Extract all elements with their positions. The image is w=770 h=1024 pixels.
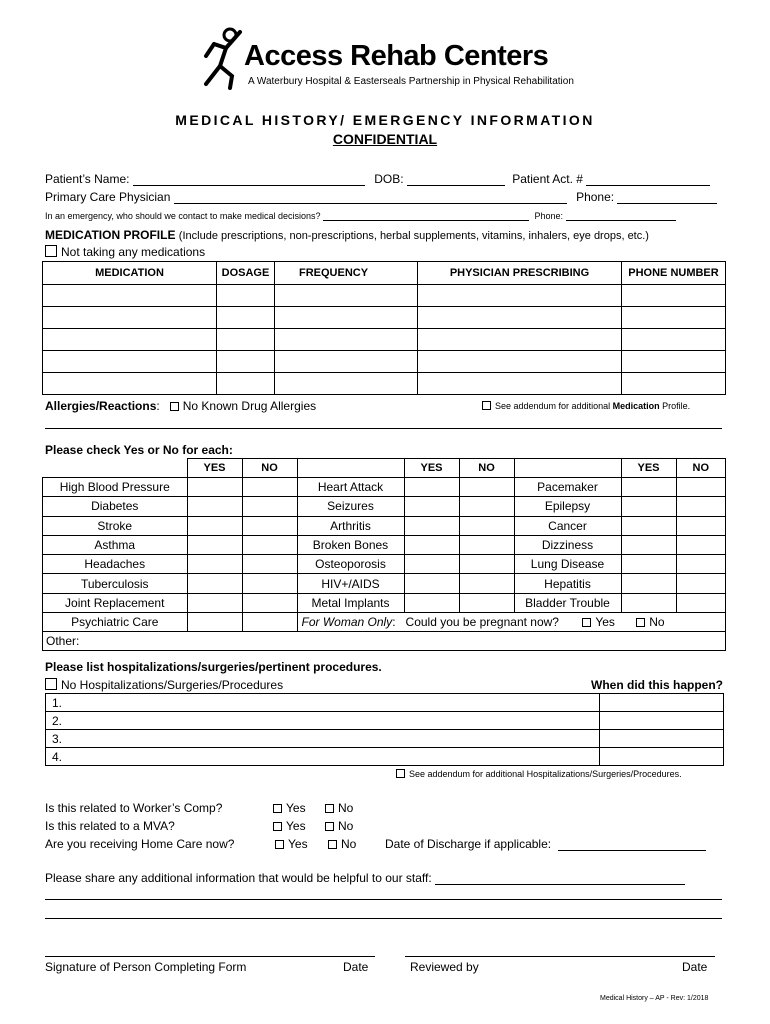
no-cell[interactable] — [242, 593, 297, 612]
hospitalization-cell[interactable] — [46, 730, 600, 748]
emergency-phone-label: Phone: — [534, 211, 564, 221]
yes-cell[interactable] — [621, 593, 676, 612]
conditions-header-row — [43, 459, 726, 478]
page-subtitle: CONFIDENTIAL — [332, 131, 438, 147]
condition-label: Cancer — [514, 516, 621, 535]
yes-cell[interactable] — [187, 574, 242, 593]
no-cell[interactable] — [459, 535, 514, 554]
emergency-phone-field[interactable] — [566, 211, 676, 221]
additional-field[interactable] — [435, 873, 685, 885]
workers-comp-no-checkbox[interactable] — [325, 804, 334, 813]
additional-label: Please share any additional information that would be helpful to our staff: — [45, 871, 432, 885]
home-care-question: Are you receiving Home Care now? — [45, 837, 235, 851]
mva-question: Is this related to a MVA? — [45, 819, 175, 833]
discharge-row — [385, 837, 706, 851]
yes-label: Yes — [286, 819, 306, 833]
no-cell[interactable] — [676, 535, 726, 554]
condition-label: Dizziness — [514, 535, 621, 554]
condition-label: Headaches — [43, 555, 188, 574]
yes-cell[interactable] — [621, 516, 676, 535]
condition-label: Lung Disease — [514, 555, 621, 574]
medication-row — [43, 285, 726, 307]
yes-cell[interactable] — [621, 535, 676, 554]
condition-label: HIV+/AIDS — [297, 574, 404, 593]
medication-cell[interactable] — [43, 351, 217, 373]
condition-row — [43, 497, 726, 516]
no-cell[interactable] — [676, 555, 726, 574]
no-label: No — [338, 819, 354, 833]
signature-date-label: Date — [343, 960, 369, 974]
col-medication: MEDICATION — [43, 262, 217, 285]
pregnant-label: Could you be pregnant now? — [405, 615, 559, 630]
yes-cell[interactable] — [187, 593, 242, 612]
col-dosage: DOSAGE — [217, 262, 275, 285]
no-cell[interactable] — [242, 516, 297, 535]
workers-comp-yes — [273, 801, 306, 815]
physician-cell[interactable] — [418, 329, 622, 351]
medication-row — [43, 329, 726, 351]
condition-label: Joint Replacement — [43, 593, 188, 612]
dosage-cell[interactable] — [217, 351, 275, 373]
discharge-label: Date of Discharge if applicable: — [385, 837, 552, 851]
condition-row-pregnancy — [43, 613, 726, 632]
workers-comp-question: Is this related to Worker’s Comp? — [45, 801, 223, 815]
additional-line[interactable] — [45, 918, 722, 919]
hospitalizations-heading: Please list hospitalizations/surgeries/pertinent procedures. — [45, 660, 382, 674]
dob-field[interactable] — [407, 174, 505, 186]
yes-header: YES — [187, 459, 242, 478]
hospitalizations-addendum-label: See addendum for additional Hospitalizations/Surgeries/Procedures. — [409, 769, 682, 779]
yes-cell[interactable] — [187, 497, 242, 516]
no-cell[interactable] — [459, 574, 514, 593]
no-cell[interactable] — [242, 497, 297, 516]
condition-label: Psychiatric Care — [43, 613, 188, 632]
patient-name-label: Patient’s Name: — [45, 172, 130, 186]
yes-cell[interactable] — [187, 478, 242, 497]
physician-cell[interactable] — [418, 351, 622, 373]
no-cell[interactable] — [676, 497, 726, 516]
not-taking-row — [45, 245, 205, 259]
pregnancy-question: For Woman Only: Could you be pregnant now? Yes No — [297, 613, 726, 632]
workers-comp-no — [325, 801, 353, 815]
primary-care-phone-label: Phone: — [576, 190, 615, 204]
when-cell[interactable] — [600, 712, 724, 730]
no-cell[interactable] — [242, 535, 297, 554]
medication-row — [43, 351, 726, 373]
no-cell[interactable] — [676, 593, 726, 612]
yes-cell[interactable] — [621, 574, 676, 593]
other-row — [43, 632, 726, 651]
mva-no-checkbox[interactable] — [325, 822, 334, 831]
yes-cell[interactable] — [404, 574, 459, 593]
patient-act-label: Patient Act. # — [512, 172, 583, 186]
no-cell[interactable] — [242, 613, 297, 632]
condition-row — [43, 593, 726, 612]
allergies-label: Allergies/Reactions — [45, 399, 157, 413]
no-cell[interactable] — [242, 478, 297, 497]
medication-heading: MEDICATION PROFILE — [45, 228, 176, 242]
yes-header: YES — [404, 459, 459, 478]
other-label: Other: — [46, 634, 80, 649]
medication-heading-note: (Include prescriptions, non-prescriptions, herbal supplements, vitamins, inhalers, eye drops, etc.) — [178, 230, 649, 242]
pregnant-no-label: No — [649, 615, 665, 630]
yes-cell[interactable] — [187, 516, 242, 535]
home-care-yes — [275, 837, 308, 851]
emergency-row — [45, 211, 676, 221]
dosage-cell[interactable] — [217, 307, 275, 329]
no-cell[interactable] — [676, 478, 726, 497]
physician-cell[interactable] — [418, 307, 622, 329]
mva-yes — [273, 819, 306, 833]
medication-addendum-checkbox[interactable] — [482, 401, 491, 410]
yes-label: Yes — [288, 837, 308, 851]
emergency-contact-field[interactable] — [323, 211, 529, 221]
not-taking-label: Not taking any medications — [61, 245, 206, 259]
allergies-row: Allergies/Reactions: No Known Drug Allergies — [45, 399, 317, 413]
no-cell[interactable] — [459, 497, 514, 516]
yes-cell[interactable] — [404, 497, 459, 516]
physician-cell[interactable] — [418, 373, 622, 395]
hospitalization-row — [46, 730, 724, 748]
phone-cell[interactable] — [622, 351, 726, 373]
condition-label: Broken Bones — [297, 535, 404, 554]
when-label: When did this happen? — [591, 678, 723, 692]
phone-cell[interactable] — [622, 329, 726, 351]
row-number: 3. — [52, 731, 63, 746]
blank-cell — [514, 459, 621, 478]
workers-comp-yes-checkbox[interactable] — [273, 804, 282, 813]
phone-cell[interactable] — [622, 307, 726, 329]
mva-no — [325, 819, 353, 833]
yes-cell[interactable] — [621, 478, 676, 497]
other-cell[interactable] — [43, 632, 726, 651]
addendum-bold: Medication — [612, 401, 660, 411]
primary-care-field[interactable] — [174, 192, 567, 204]
when-cell[interactable] — [600, 748, 724, 766]
medication-cell[interactable] — [43, 307, 217, 329]
phone-cell[interactable] — [622, 285, 726, 307]
conditions-table — [42, 458, 726, 651]
pregnant-no-checkbox[interactable] — [636, 618, 645, 627]
when-cell[interactable] — [600, 730, 724, 748]
condition-label: Seizures — [297, 497, 404, 516]
no-cell[interactable] — [676, 574, 726, 593]
medication-cell[interactable] — [43, 329, 217, 351]
discharge-date-field[interactable] — [558, 839, 706, 851]
condition-label: Osteoporosis — [297, 555, 404, 574]
page-title: MEDICAL HISTORY/ EMERGENCY INFORMATION — [175, 112, 595, 128]
yes-cell[interactable] — [621, 555, 676, 574]
condition-label: Pacemaker — [514, 478, 621, 497]
hospitalization-row — [46, 694, 724, 712]
yes-cell[interactable] — [187, 613, 242, 632]
logo — [196, 26, 586, 96]
hospitalization-row — [46, 712, 724, 730]
logo-title: Access Rehab Centers — [244, 40, 549, 72]
condition-row — [43, 478, 726, 497]
no-cell[interactable] — [459, 478, 514, 497]
allergies-field[interactable] — [45, 428, 722, 429]
hospitalizations-addendum-checkbox[interactable] — [396, 769, 405, 778]
frequency-cell[interactable] — [275, 285, 418, 307]
no-hospitalizations-label: No Hospitalizations/Surgeries/Procedures — [61, 678, 284, 692]
no-hospitalizations-checkbox[interactable] — [45, 678, 57, 690]
row-number: 4. — [52, 749, 63, 764]
hospitalizations-table — [45, 693, 724, 766]
frequency-cell[interactable] — [275, 307, 418, 329]
phone-cell[interactable] — [622, 373, 726, 395]
medication-heading-row — [45, 228, 649, 242]
condition-label: Asthma — [43, 535, 188, 554]
hospitalization-row — [46, 748, 724, 766]
no-header: NO — [459, 459, 514, 478]
yes-cell[interactable] — [404, 555, 459, 574]
condition-label: Hepatitis — [514, 574, 621, 593]
patient-name-row — [45, 172, 710, 186]
conditions-heading: Please check Yes or No for each: — [45, 443, 233, 457]
frequency-cell[interactable] — [275, 329, 418, 351]
reviewed-line[interactable] — [405, 956, 715, 957]
medication-cell[interactable] — [43, 285, 217, 307]
patient-act-field[interactable] — [586, 174, 710, 186]
physician-cell[interactable] — [418, 285, 622, 307]
condition-row — [43, 555, 726, 574]
additional-row — [45, 871, 685, 885]
reviewed-date-label: Date — [682, 960, 708, 974]
row-number: 2. — [52, 713, 63, 728]
dosage-cell[interactable] — [217, 373, 275, 395]
primary-care-row — [45, 190, 717, 204]
no-label: No — [338, 801, 354, 815]
when-cell[interactable] — [600, 694, 724, 712]
hospitalization-cell[interactable] — [46, 694, 600, 712]
yes-cell[interactable] — [621, 497, 676, 516]
addendum-prefix: See addendum for additional — [495, 401, 611, 411]
signature-line[interactable] — [45, 956, 375, 957]
condition-label: Tuberculosis — [43, 574, 188, 593]
addendum-suffix: Profile. — [662, 401, 691, 411]
condition-row — [43, 574, 726, 593]
home-care-yes-checkbox[interactable] — [275, 840, 284, 849]
blank-cell — [43, 459, 188, 478]
condition-label: Heart Attack — [297, 478, 404, 497]
primary-care-label: Primary Care Physician — [45, 190, 171, 204]
home-care-no-checkbox[interactable] — [328, 840, 337, 849]
col-frequency: FREQUENCY — [275, 262, 418, 285]
no-cell[interactable] — [242, 574, 297, 593]
hospitalization-cell[interactable] — [46, 748, 600, 766]
footer: Medical History – AP - Rev: 1/2018 — [600, 995, 709, 1002]
signature-label: Signature of Person Completing Form — [45, 960, 247, 974]
no-cell[interactable] — [459, 593, 514, 612]
no-cell[interactable] — [459, 555, 514, 574]
no-cell[interactable] — [242, 555, 297, 574]
yes-label: Yes — [286, 801, 306, 815]
no-hospitalizations-row — [45, 678, 283, 692]
yes-cell[interactable] — [187, 535, 242, 554]
pregnant-yes-label: Yes — [595, 615, 615, 630]
medication-table — [42, 261, 726, 395]
yes-cell[interactable] — [404, 593, 459, 612]
yes-cell[interactable] — [404, 516, 459, 535]
hospitalization-cell[interactable] — [46, 712, 600, 730]
woman-only-label: For Woman Only — [301, 615, 393, 630]
pregnant-yes-checkbox[interactable] — [582, 618, 591, 627]
row-number: 1. — [52, 695, 63, 710]
emergency-label: In an emergency, who should we contact to make medical decisions? — [45, 211, 321, 221]
no-header: NO — [242, 459, 297, 478]
additional-line[interactable] — [45, 899, 722, 900]
logo-subtitle: A Waterbury Hospital & Easterseals Partnership in Physical Rehabilitation — [248, 76, 574, 87]
patient-name-field[interactable] — [133, 174, 365, 186]
blank-cell — [297, 459, 404, 478]
no-cell[interactable] — [676, 516, 726, 535]
reviewed-label: Reviewed by — [410, 960, 479, 974]
medication-header-row — [43, 262, 726, 285]
dosage-cell[interactable] — [217, 285, 275, 307]
nkda-checkbox[interactable] — [170, 402, 179, 411]
frequency-cell[interactable] — [275, 373, 418, 395]
no-cell[interactable] — [459, 516, 514, 535]
medication-cell[interactable] — [43, 373, 217, 395]
yes-cell[interactable] — [404, 478, 459, 497]
condition-label: Bladder Trouble — [514, 593, 621, 612]
col-phone: PHONE NUMBER — [622, 262, 726, 285]
medication-addendum-row — [482, 401, 690, 411]
condition-label: High Blood Pressure — [43, 478, 188, 497]
dob-label: DOB: — [374, 172, 404, 186]
nkda-label: No Known Drug Allergies — [182, 399, 317, 413]
no-label: No — [341, 837, 357, 851]
condition-label: Arthritis — [297, 516, 404, 535]
condition-label: Metal Implants — [297, 593, 404, 612]
dosage-cell[interactable] — [217, 329, 275, 351]
condition-row — [43, 516, 726, 535]
condition-label: Stroke — [43, 516, 188, 535]
mva-yes-checkbox[interactable] — [273, 822, 282, 831]
running-figure-icon — [196, 26, 248, 90]
no-header: NO — [676, 459, 726, 478]
hospitalizations-addendum-row — [396, 769, 682, 779]
home-care-no — [328, 837, 356, 851]
yes-cell[interactable] — [404, 535, 459, 554]
yes-header: YES — [621, 459, 676, 478]
condition-row — [43, 535, 726, 554]
condition-label: Epilepsy — [514, 497, 621, 516]
condition-label: Diabetes — [43, 497, 188, 516]
frequency-cell[interactable] — [275, 351, 418, 373]
col-physician: PHYSICIAN PRESCRIBING — [418, 262, 622, 285]
yes-cell[interactable] — [187, 555, 242, 574]
medication-row — [43, 307, 726, 329]
medication-row — [43, 373, 726, 395]
not-taking-checkbox[interactable] — [45, 245, 57, 257]
primary-care-phone-field[interactable] — [617, 192, 717, 204]
